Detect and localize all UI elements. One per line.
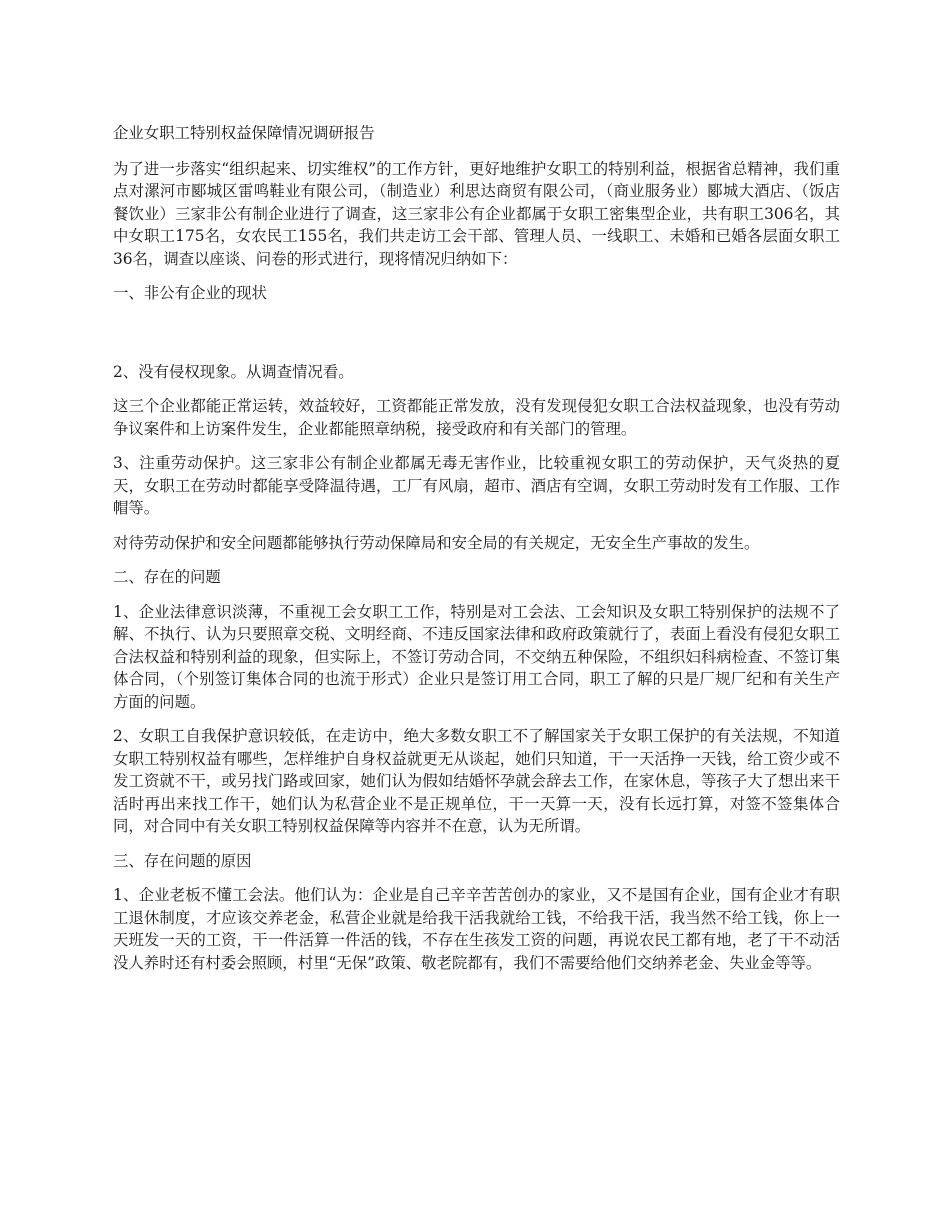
section-heading-2: 二、存在的问题 bbox=[113, 568, 221, 586]
section1-item3-body: 对待劳动保护和安全问题都能够执行劳动保障局和安全局的有关规定，无安全生产事故的发生。 bbox=[113, 533, 760, 552]
section-heading-1: 一、非公有企业的现状 bbox=[113, 284, 267, 302]
section3-item1: 1、企业老板不懂工会法。他们认为：企业是自己辛辛苦苦创办的家业，又不是国有企业，国有企业才有职工退休制度，才应该交养老金，私营企业就是给我干活我就给工钱，不给我干活，我当然不给工钱，你上一天班发一天的工资，干一件活算一件活的钱，不存在生孩发工资的问题，再说农民工都有地，老了干不动活没人养时还有村委会照顾，村里“无保”政策、敬老院都有，我们不需要给他们交纳养老金、失业金等等。 bbox=[113, 886, 840, 972]
section-heading-3: 三、存在问题的原因 bbox=[113, 851, 252, 870]
document-page bbox=[113, 122, 840, 986]
intro-paragraph: 为了进一步落实“组织起来、切实维权”的工作方针，更好地维护女职工的特别利益，根据省总精神，我们重点对漯河市郾城区雷鸣鞋业有限公司，（制造业）利思达商贸有限公司，（商业服务业）郾城大酒店、（饭店餐饮业）三家非公有制企业进行了调查，这三家非公有企业都属于女职工密集型企业，共有职工306名，其中女职工175名，女农民工155名，我们共走访工会干部、管理人员、一线职工、未婚和已婚各层面女职工36名，调查以座谈、问卷的形式进行，现将情况归纳如下： bbox=[113, 159, 840, 268]
document-title: 企业女职工特别权益保障情况调研报告 bbox=[113, 124, 375, 142]
section1-item3: 3、注重劳动保护。这三家非公有制企业都属无毒无害作业，比较重视女职工的劳动保护，天气炎热的夏天，女职工在劳动时都能享受降温待遇，工厂有风扇，超市、酒店有空调，女职工劳动时发有工作服、工作帽等。 bbox=[113, 454, 840, 517]
blank-gap bbox=[113, 317, 840, 361]
section2-item2: 2、女职工自我保护意识较低，在走访中，绝大多数女职工不了解国家关于女职工保护的有关法规，不知道女职工特别权益有哪些，怎样维护自身权益就更无从谈起，她们只知道，干一天活挣一天钱，给工资少或不发工资就不干，或另找门路或回家，她们认为假如结婚怀孕就会辞去工作，在家休息，等孩子大了想出来干活时再出来找工作干，她们认为私营企业不是正规单位，干一天算一天，没有长远打算，对签不签集体合同，对合同中有关女职工特别权益保障等内容并不在意，认为无所谓。 bbox=[113, 727, 840, 835]
section2-item1: 1、企业法律意识淡薄，不重视工会女职工工作，特别是对工会法、工会知识及女职工特别保护的法规不了解、不执行、认为只要照章交税、文明经商、不违反国家法律和政府政策就行了，表面上看没有侵犯女职工合法权益和特别利益的现象，但实际上，不签订劳动合同，不交纳五种保险，不组织妇科病检查、不签订集体合同，（个别签订集体合同的也流于形式）企业只是签订用工合同，职工了解的只是厂规厂纪和有关生产方面的问题。 bbox=[113, 602, 840, 711]
section1-item2: 2、没有侵权现象。从调查情况看。 bbox=[113, 362, 354, 381]
section1-item2-body: 这三个企业都能正常运转，效益较好，工资都能正常发放，没有发现侵犯女职工合法权益现象，也没有劳动争议案件和上访案件发生，企业都能照章纳税，接受政府和有关部门的管理。 bbox=[113, 397, 840, 438]
